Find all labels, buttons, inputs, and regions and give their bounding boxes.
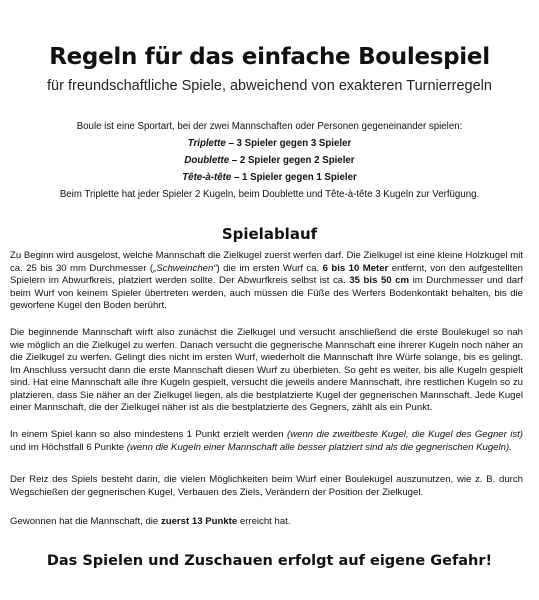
paragraph-setup xyxy=(10,250,523,313)
text-run: In einem Spiel kann so also mindestens 1 Punkt erzielt werden xyxy=(10,429,288,440)
text-run: (wenn die Kugeln einer Mannschaft alle besser platziert sind als die gegnerischen Kugeln). xyxy=(126,441,512,453)
game-type-name: Triplette xyxy=(187,138,226,149)
text-run: entfernt, von den aufgestellten Spielern im Abwurfkreis, platziert werden sollte. Der Abwurfkreis selbst ist ca. xyxy=(10,262,523,286)
text-run: (wenn die zweitbeste Kugel, die Kugel des Gegner ist) xyxy=(287,429,523,440)
game-type-name: Tête-à-tête xyxy=(182,172,232,183)
game-type-desc: – 1 Spieler gegen 1 Spieler xyxy=(231,172,357,183)
game-type-triplette xyxy=(0,138,539,149)
game-type-desc: – 3 Spieler gegen 3 Spieler xyxy=(225,138,352,149)
text-run: ) die im ersten Wurf ca. xyxy=(216,262,323,274)
balls-per-player: Beim Triplette hat jeder Spieler 2 Kugeln, beim Doublette und Tête-à-tête 3 Kugeln zur Verfügung. xyxy=(59,189,480,200)
text-run: zuerst 13 Punkte xyxy=(160,516,238,527)
paragraph-gameplay: Die beginnende Mannschaft wirft also zunächst die Zielkugel und versucht anschließend die erste Boulekugel so nah wie möglich an die Zielkugel zu werfen. Danach versucht die gegnerische Mannschaft eine ihrerer Kugeln noch näher an die Zielkugel zu werfen. Gelingt dies nicht im ersten Wurf, wiederholt die Mannschaft Ihre Würfe solange, bis es gelingt. Im Anschluss versucht dann die erste Mannschaft diesen Wurf zu überbieten. So geht es weiter, bis alle Kugeln gespielt sind. Hat eine Mannschaft alle ihre Kugeln gespielt, versucht die jeweils andere Mannschaft, ihre restlichen Kugeln so zu platzieren, dass Sie näher an der Zielkugel liegen, als die bestplatzierte Kugel der gegnerischen Mannschaft. Jede Kugel einer Mannschaft, die der Zielkugel näher ist als die bestplatzierte des Gegners, zählt als ein Punkt. xyxy=(10,327,523,413)
game-type-name: Doublette xyxy=(184,155,230,166)
section-title: Spielablauf xyxy=(221,225,318,243)
paragraph-scoring xyxy=(10,429,523,454)
text-run: Zu Beginn wird ausgelost, welche Mannschaft die Zielkugel zuerst werfen darf. Die Zielkugel ist eine kleine Holzkugel mit ca. 25 bis 30 mm Durchmesser ( xyxy=(10,250,523,274)
document-title: Regeln für das einfache Boulespiel xyxy=(49,44,490,70)
game-type-desc: – 2 Spieler gegen 2 Spieler xyxy=(229,155,355,166)
text-run: Gewonnen hat die Mannschaft, die xyxy=(10,516,161,527)
paragraph-tactics: Der Reiz des Spiels besteht darin, die vielen Möglichkeiten beim Wurf einer Boulekugel auszunutzen, wie z. B. durch Wegschießen der gegnerischen Kugel, Verbauen des Ziels, Verändern der Position der Zielkugel. xyxy=(10,474,523,498)
text-run: im Durchmesser und darf beim Wurf von keinem Spieler übertreten werden, auch müssen die Füße des Werfers Bodenkontakt behalten, bis die geworfene Kugel den Boden berührt. xyxy=(10,275,523,311)
text-run: „Schweinchen“ xyxy=(153,262,217,274)
text-run: und im Höchstfall 6 Punkte xyxy=(10,441,127,453)
warning-footer: Das Spielen und Zuschauen erfolgt auf eigene Gefahr! xyxy=(46,553,493,569)
text-run: 35 bis 50 cm xyxy=(349,275,410,286)
game-type-tete-a-tete xyxy=(0,172,539,183)
paragraph-winning xyxy=(10,516,523,529)
intro-text: Boule ist eine Sportart, bei der zwei Mannschaften oder Personen gegeneinander spielen: xyxy=(76,121,463,132)
text-run: erreicht hat. xyxy=(237,516,291,527)
document-subtitle: für freundschaftliche Spiele, abweichend von exakteren Turnierregeln xyxy=(47,78,492,94)
text-run: 6 bis 10 Meter xyxy=(322,262,389,274)
game-type-doublette xyxy=(0,155,539,166)
